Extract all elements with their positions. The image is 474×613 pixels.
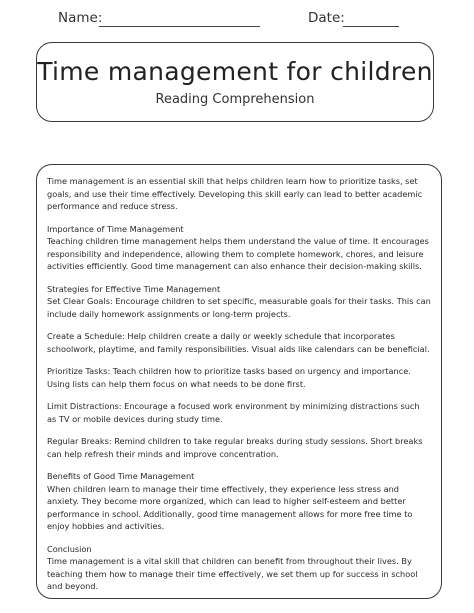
conclusion-heading: Conclusion <box>47 543 92 554</box>
name-field-line[interactable] <box>99 26 260 27</box>
strategies-heading: Strategies for Effective Time Management <box>47 283 221 294</box>
schedule-section <box>47 330 431 355</box>
strategies-section <box>47 283 431 321</box>
schedule-paragraph: Create a Schedule: Help children create a daily or weekly schedule that incorporates schoolwork, playtime, and family responsibilities. Visual aids like calendars can be beneficial. <box>47 331 430 354</box>
date-field-line[interactable] <box>343 26 399 27</box>
importance-paragraph: Teaching children time management helps them understand the value of time. It encourages responsibility and independence, allowing them to complete homework, chores, and leisure activities efficiently. Good time management can also enhance their decision-making skills. <box>47 236 429 271</box>
benefits-paragraph: When children learn to manage their time effectively, they experience less stress and anxiety. They become more organized, which can lead to higher self-esteem and better performance in school. Additionally, good time management allows for more free time to enjoy hobbies and activities. <box>47 483 413 531</box>
date-label: Date: <box>308 10 345 26</box>
importance-section <box>47 223 431 273</box>
breaks-section <box>47 435 431 460</box>
header-row <box>0 10 474 34</box>
prioritize-paragraph: Prioritize Tasks: Teach children how to prioritize tasks based on urgency and importance. Using lists can help them focus on what needs to be done first. <box>47 366 411 389</box>
page-title: Time management for children <box>37 57 433 86</box>
set-goals-paragraph: Set Clear Goals: Encourage children to set specific, measurable goals for their tasks. This can include daily homework assignments or long-term projects. <box>47 296 431 319</box>
conclusion-section <box>47 543 431 593</box>
limit-distractions-section <box>47 400 431 425</box>
reading-passage-box <box>36 164 442 599</box>
benefits-heading: Benefits of Good Time Management <box>47 471 195 481</box>
breaks-paragraph: Regular Breaks: Remind children to take regular breaks during study sessions. Short breaks can help refresh their minds and improve concentration. <box>47 436 423 459</box>
conclusion-paragraph: Time management is a vital skill that children can benefit from throughout their lives. By teaching them how to manage their time effectively, we set them up for success in school and beyond. <box>47 556 418 591</box>
title-box <box>36 42 434 122</box>
limit-distractions-paragraph: Limit Distractions: Encourage a focused work environment by minimizing distractions such as TV or mobile devices during study time. <box>47 401 420 424</box>
page-subtitle: Reading Comprehension <box>155 92 315 107</box>
benefits-section <box>47 470 431 533</box>
importance-heading: Importance of Time Management <box>47 223 184 234</box>
intro-paragraph: Time management is an essential skill that helps children learn how to prioritize tasks, set goals, and use their time effectively. Developing this skill early can lead to better academic performance and reduce stress. <box>47 176 423 211</box>
prioritize-section <box>47 365 431 390</box>
name-label: Name: <box>58 10 103 26</box>
